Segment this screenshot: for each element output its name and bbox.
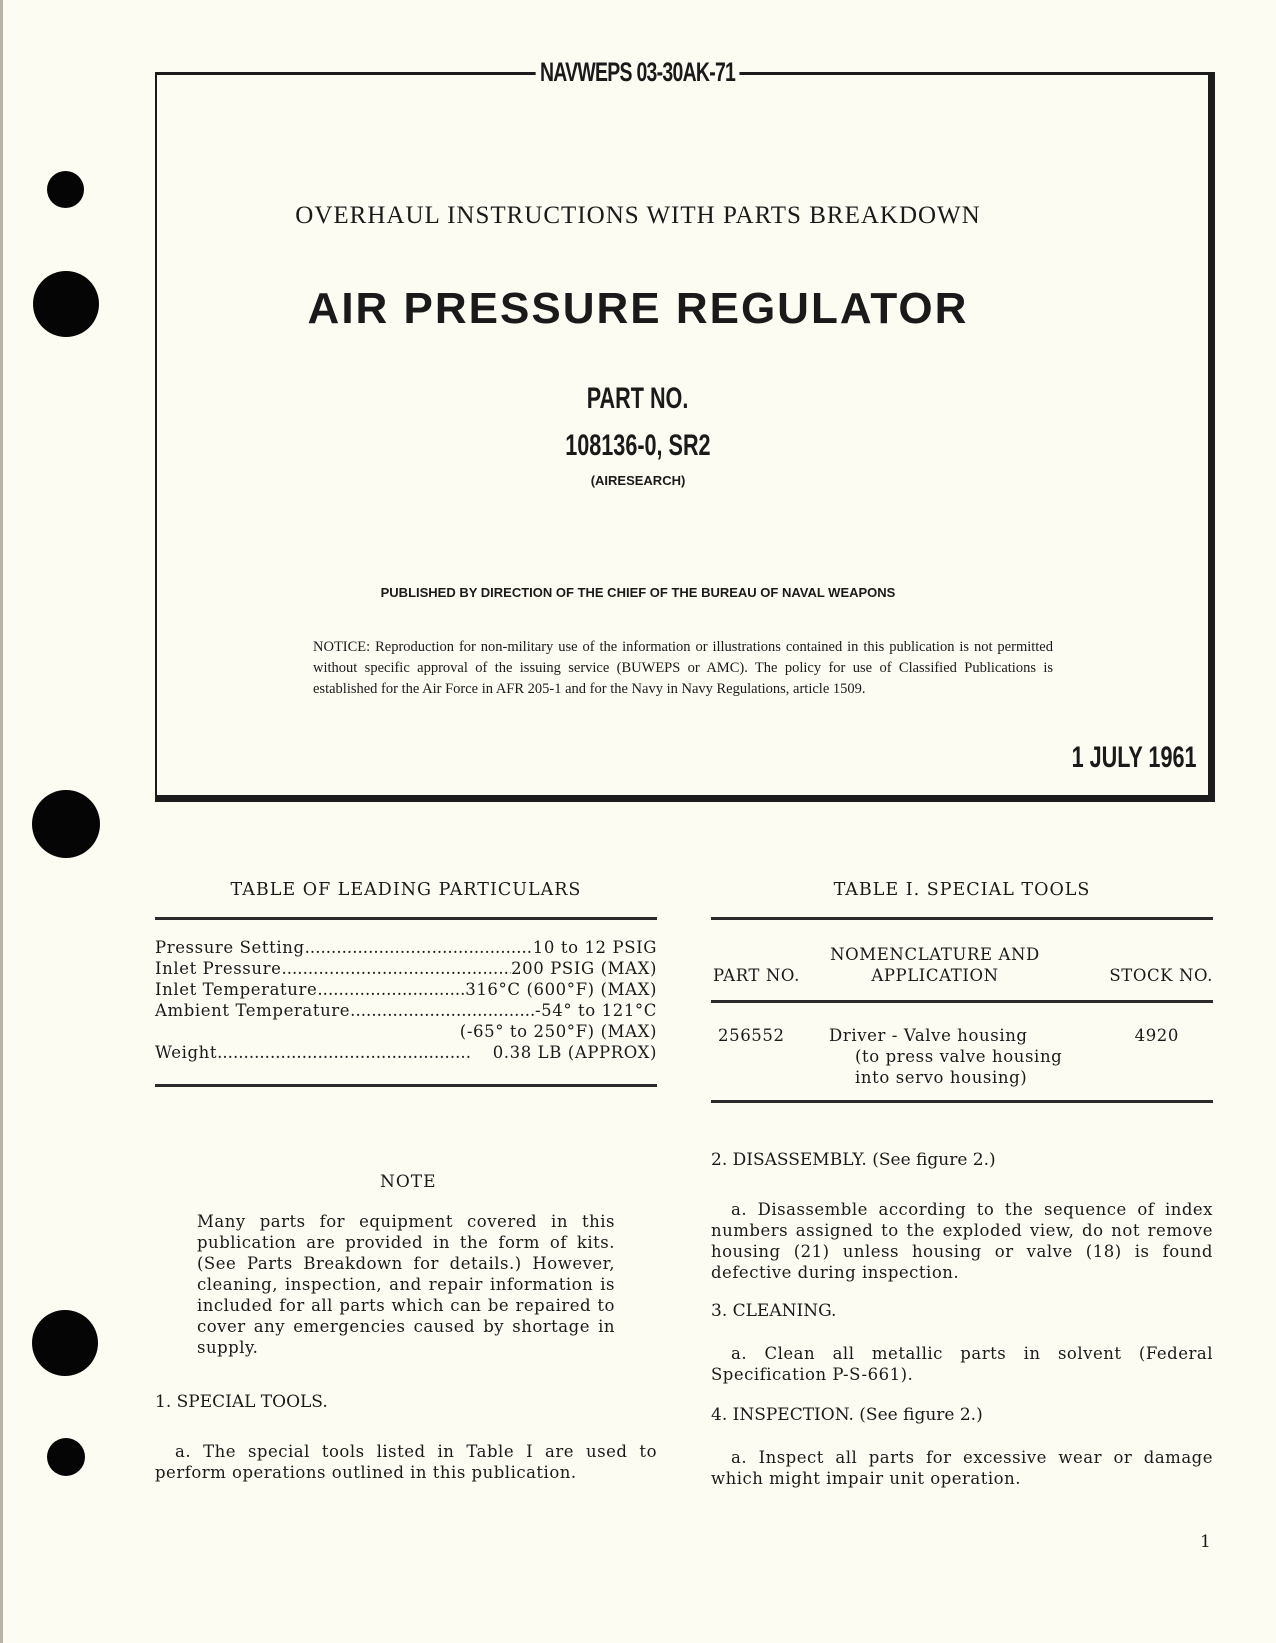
page-number: 1 [1200, 1532, 1211, 1552]
punch-hole [47, 1438, 85, 1476]
divider [155, 1084, 657, 1087]
manufacturer: (AIRESEARCH) [590, 473, 686, 488]
table-header [711, 920, 1213, 1000]
table-row: Pressure Setting . . . 10 to 12 PSIG [155, 937, 657, 958]
document-subtitle: OVERHAUL INSTRUCTIONS WITH PARTS BREAKDOWN [295, 202, 981, 229]
table-row: Ambient Temperature . . . -54° to 121°C [155, 1000, 657, 1021]
column-header-nomenclature: NOMENCLATURE AND APPLICATION [830, 945, 1040, 985]
column-header-stock-no: STOCK NO. [1109, 966, 1213, 985]
notice-paragraph: NOTICE: Reproduction for non-military use of the information or illustrations contained in this publication is not permitted without specific approval of the issuing service (BUWEPS or AMC). The policy for use of Classified Publications is established for the Air Force in AFR 205-1 and for the Navy in Navy Regulations, article 1509. [313, 639, 1053, 697]
table-row: (-65° to 250°F) (MAX) [459, 1022, 657, 1041]
special-tools-table [711, 880, 1213, 1103]
table-caption: TABLE OF LEADING PARTICULARS [230, 880, 582, 900]
publication-date: 1 JULY 1961 [1071, 741, 1196, 774]
part-no-label: PART NO. [587, 382, 689, 415]
cell-nomenclature: Driver - Valve housing (to press valve housing into servo housing) [829, 1026, 1063, 1087]
table-row: Weight . . . 0.38 LB (APPROX) [155, 1042, 657, 1063]
divider [711, 1100, 1213, 1103]
cell-part-no: 256552 [718, 1026, 785, 1045]
document-title: AIR PRESSURE REGULATOR [307, 284, 969, 333]
published-by: PUBLISHED BY DIRECTION OF THE CHIEF OF THE BUREAU OF NAVAL WEAPONS [380, 585, 896, 600]
section-heading: 3. CLEANING. [711, 1301, 837, 1321]
section-text: a. Clean all metallic parts in solvent (Federal Specification P-S-661). [711, 1344, 1213, 1384]
note-body: Many parts for equipment covered in this publication are provided in the form of kits. (See Parts Breakdown for details.) However, cleaning, inspection, and repair information is included for all parts which can be repaired to cover any emergencies caused by shortage in supply. [197, 1212, 615, 1357]
punch-hole [32, 790, 100, 858]
section-heading: 4. INSPECTION. (See figure 2.) [711, 1405, 983, 1425]
section-text: a. The special tools listed in Table I are used to perform operations outlined in this publication. [155, 1442, 657, 1482]
section-text: a. Disassemble according to the sequence of index numbers assigned to the exploded view, do not remove housing (21) unless housing or valve (18) is found defective during inspection. [711, 1200, 1213, 1282]
document-number: NAVWEPS 03-30AK-71 [0, 57, 1276, 88]
note-heading: NOTE [380, 1172, 437, 1192]
cell-stock-no: 4920 [1134, 1026, 1179, 1045]
punch-hole [32, 1310, 98, 1376]
leading-particulars-table [155, 880, 657, 1087]
table-row: Inlet Pressure . . . 200 PSIG (MAX) [155, 958, 657, 979]
column-header-part-no: PART NO. [713, 966, 800, 985]
section-text: a. Inspect all parts for excessive wear or damage which might impair unit operation. [711, 1448, 1213, 1488]
part-numbers: 108136-0, SR2 [565, 429, 711, 462]
table-row [711, 1003, 1213, 1100]
section-heading: 1. SPECIAL TOOLS. [155, 1392, 328, 1412]
divider [155, 917, 657, 920]
page-edge [0, 0, 3, 1643]
table-row: Inlet Temperature . . . 316°C (600°F) (MAX) [155, 979, 657, 1000]
table-caption: TABLE I. SPECIAL TOOLS [833, 880, 1091, 900]
section-heading: 2. DISASSEMBLY. (See figure 2.) [711, 1150, 996, 1170]
